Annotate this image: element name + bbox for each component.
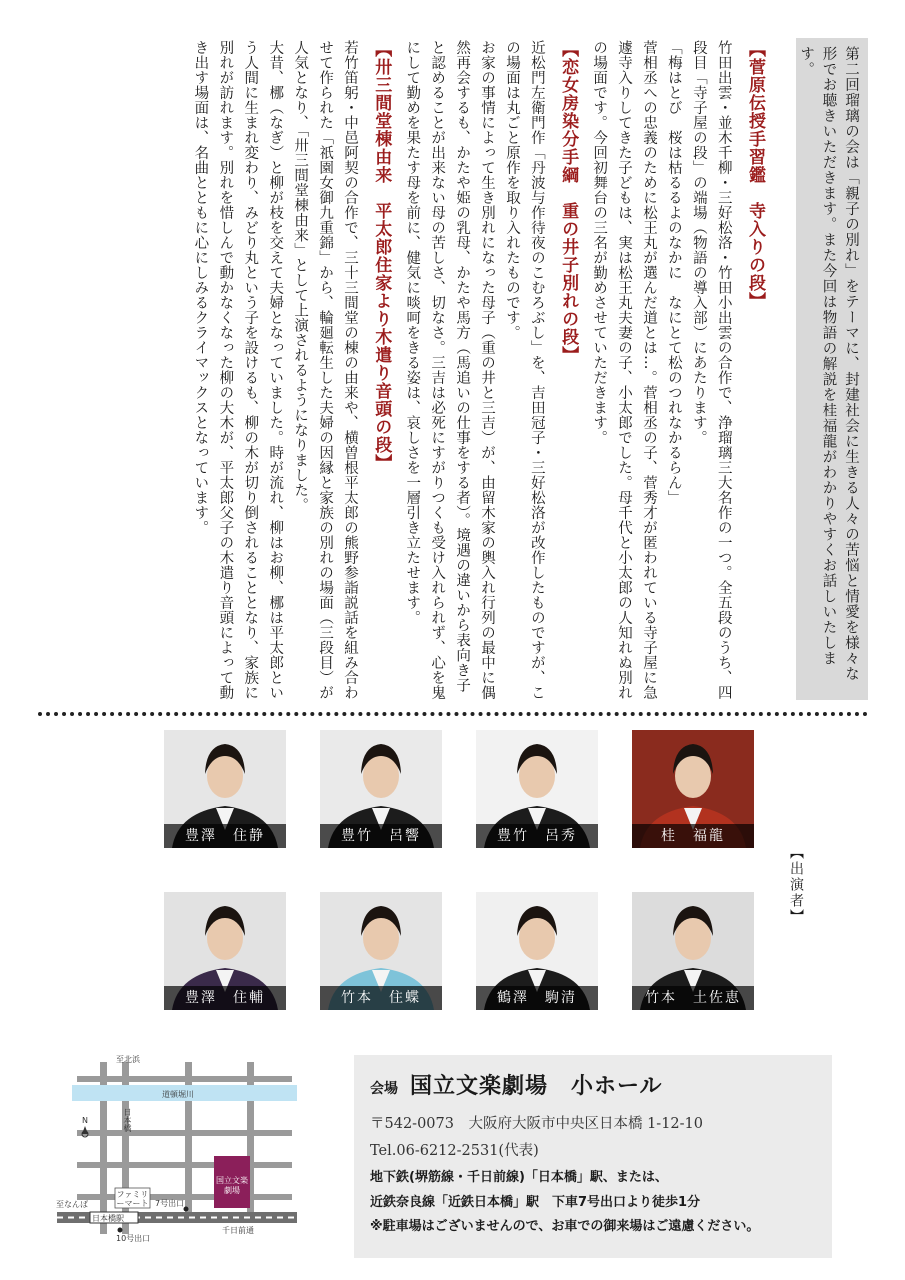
map-label-theater: 国立文楽劇場 [216,1176,248,1195]
venue-access-line2: 近鉄奈良線「近鉄日本橋」駅 下車7号出口より徒歩1分 [370,1194,701,1210]
venue-address: 〒542-0073 大阪府大阪市中央区日本橋 1-12-10 [370,1116,704,1132]
venue-access [370,1166,816,1240]
section-paragraph: 竹田出雲・並木千柳・三好松洛・竹田小出雲の合作で、浄瑠璃三大名作の一つ。全五段のうち、四段目「寺子屋の段」の端場（物語の導入部）にあたります。 [690,40,732,700]
street-top [77,1076,292,1082]
venue-box [354,1055,832,1258]
cast-label: 【出演者】 [788,845,804,925]
section-paragraph: お家の事情によって生き別れになった母子（重の井と三吉）が、由留木家の輿入れ行列の最中に偶然再会するも、かたや姫の乳母、かたや馬方（馬追いの仕事をする者）。境遇の違いから表向き子と認めることが出来ない母の苦しさ、切なさ。三吉は必死にすがりつくも受け入れられず、心を鬼にして勤めを果たす母を前に、健気に啖呵をきる姿は、哀しさを一層引き立たせます。 [404,40,496,700]
section-heading-sanjusangendo: 【卅三間堂棟由来 平太郎住家より木遣り音頭の段】 [371,40,392,472]
venue-parking-note: ※駐車場はございませんので、お車での御来場はご遠慮ください。 [370,1219,760,1235]
street-upper [77,1130,292,1136]
map-label-avenue: 千日前通 [222,1226,254,1235]
venue-heading [370,1069,816,1100]
exit-7-marker [184,1207,189,1212]
section-paragraph: 若竹笛躬・中邑阿契の合作で、三十三間堂の棟の由来や、横曽根平太郎の熊野参詣説話を組み合わせて作られた「祇園女御九重錦」から、輪廻転生した夫婦の因縁と家族の別れの場面（三段目）が人気となり、「卅三間堂棟由来」として上演されるようになりました。 [292,40,359,700]
performer-photo [632,892,754,1010]
exit-10-marker [118,1228,123,1233]
intro-text: 第二回瑠璃の会は「親子の別れ」をテーマに、封建社会に生きる人々の苦悩と情愛を様々な形でお聴きいただきます。また今回は物語の解説を桂福龍がわかりやすくお話しいたします。 [798,46,859,682]
map-label-river: 道頓堀川 [162,1090,194,1099]
venue-name: 国立文楽劇場 小ホール [410,1074,663,1099]
dotted-divider [38,712,868,716]
map-label-station: 日本橋駅 [92,1214,124,1223]
performer-photo [476,892,598,1010]
section-heading-koinyobo: 【恋女房染分手綱 重の井子別れの段】 [558,40,579,364]
section-heading-sugawara: 【菅原伝授手習鑑 寺入りの段】 [745,40,765,310]
venue-tel: Tel.06-6212-2531(代表) [370,1143,539,1159]
map-label-exit7: 7号出口 [155,1199,185,1208]
map-graphic [52,1052,300,1252]
performer-photo [632,730,754,848]
map-label-mart: ファミリーマート [116,1190,149,1209]
map-label-n: N [82,1116,88,1125]
street-middle [77,1162,292,1168]
performer-photo [476,730,598,848]
section-paragraph: 菅相丞への忠義のために松王丸が選んだ道とは…。菅相丞の子、菅秀才が匿われている寺子屋に急遽寺入りしてきた子どもは、実は松王丸夫妻の子、小太郎でした。母千代と小太郎の人知れぬ別れの場面です。今回初舞台の三名が勤めさせていただきます。 [591,40,657,700]
map-label-bridge: 日本橋 [123,1108,132,1132]
map-label-exit10: 10号出口 [116,1234,151,1243]
performer-photo [164,730,286,848]
performer-name: 豊澤 住輔 [164,986,286,1010]
performer-photo [164,892,286,1010]
venue-access-line1: 地下鉄(堺筋線・千日前線)「日本橋」駅、または、 [370,1170,668,1185]
map-label-north: 至北浜 [116,1055,140,1064]
program-body [55,40,773,705]
performer-name: 鶴澤 駒清 [476,986,598,1010]
access-map [52,1052,300,1252]
section-paragraph: 近松門左衛門作「丹波与作待夜のこむろぶし」を、吉田冠子・三好松洛が改作したものですが、この場面は丸ごと原作を取り入れたものです。 [503,40,545,700]
intro-box [796,38,868,700]
performer-name: 豊竹 呂響 [320,824,442,848]
performer-photo [320,730,442,848]
section-paragraph: 大昔、梛（なぎ）と柳が枝を交えて夫婦となっていました。時が流れ、柳はお柳、梛は平太郎という人間に生まれ変わり、みどり丸という子を設けるも、柳の木が切り倒されることとなり、家族に別れが訪れます。別れを惜しんで動かなくなった柳の大木が、平太郎父子の木遣り音頭によって動き出す場面は、名曲とともに心にしみるクライマックスとなっています。 [192,40,284,700]
performer-name: 豊竹 呂秀 [476,824,598,848]
performer-name: 竹本 住蝶 [320,986,442,1010]
performer-name: 竹本 土佐恵 [632,986,754,1010]
section-paragraph: 「梅はとび 桜は枯るるよのなかに なにとて松のつれなかるらん」 [665,40,682,505]
venue-label: 会場 [370,1081,398,1097]
performer-name: 豊澤 住静 [164,824,286,848]
street-lower [77,1194,292,1200]
performer-photo [320,892,442,1010]
performer-name: 桂 福龍 [632,824,754,848]
map-label-west: 至なんば [56,1200,88,1209]
